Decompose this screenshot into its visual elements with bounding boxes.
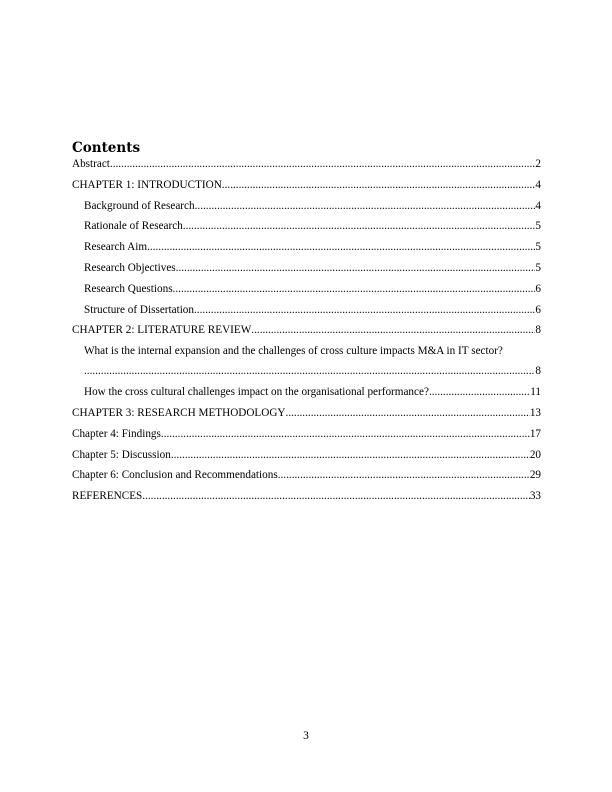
toc-leader-dots: [286, 407, 530, 420]
toc-entry-label: Chapter 5: Discussion: [72, 448, 171, 461]
toc-entry-label: Research Objectives: [84, 261, 176, 274]
toc-entry-chapter-5[interactable]: [72, 449, 541, 462]
toc-entry-page: 33: [529, 490, 541, 503]
toc-entry-chapter-6[interactable]: [72, 469, 541, 482]
toc-entry-research-questions[interactable]: [72, 283, 541, 296]
toc-entry-label: Research Questions: [84, 282, 173, 295]
toc-entry-label: CHAPTER 1: INTRODUCTION: [72, 178, 222, 191]
toc-entry-structure-of-dissertation[interactable]: [72, 304, 541, 317]
toc-entry-research-objectives[interactable]: [72, 262, 541, 275]
toc-entry-research-aim[interactable]: [72, 241, 541, 254]
toc-entry-page: 5: [535, 241, 541, 254]
toc-entry-page: 11: [530, 386, 541, 399]
toc-entry-chapter-3[interactable]: [72, 407, 541, 420]
toc-entry-internal-expansion-question[interactable]: [72, 345, 541, 358]
toc-leader-dots: [173, 283, 536, 296]
toc-entry-page: 6: [535, 282, 541, 295]
toc-entry-label: How the cross cultural challenges impact on the organisational performance?: [84, 386, 429, 399]
toc-entry-abstract[interactable]: [72, 158, 541, 171]
toc-leader-dots: [183, 220, 536, 233]
toc-leader-dots: [171, 449, 530, 462]
toc-entry-label: Chapter 4: Findings: [72, 427, 161, 440]
toc-leader-dots: [161, 428, 530, 441]
toc-entry-label: Structure of Dissertation: [84, 303, 194, 316]
toc-entry-internal-expansion-question-continued[interactable]: [72, 365, 541, 378]
toc-entry-page: 4: [535, 178, 541, 191]
toc-entry-rationale-of-research[interactable]: [72, 220, 541, 233]
toc-leader-dots: [84, 365, 535, 378]
toc-heading: Contents: [72, 140, 141, 156]
toc-entry-label: CHAPTER 3: RESEARCH METHODOLOGY: [72, 406, 286, 419]
toc-entry-chapter-4[interactable]: [72, 428, 541, 441]
toc-entry-organisational-performance-question[interactable]: [72, 386, 541, 399]
toc-entry-page: 29: [529, 469, 541, 482]
toc-entry-background-of-research[interactable]: [72, 200, 541, 213]
toc-entry-chapter-1[interactable]: [72, 179, 541, 192]
toc-entry-references[interactable]: [72, 490, 541, 503]
toc-entry-chapter-2[interactable]: [72, 324, 541, 337]
toc-leader-dots: [142, 490, 530, 503]
toc-entry-label: What is the internal expansion and the challenges of cross culture impacts M&A in IT sector?: [84, 345, 503, 358]
toc-entry-page: 5: [535, 220, 541, 233]
toc-leader-dots: [194, 304, 535, 317]
toc-leader-dots: [429, 386, 530, 399]
toc-entry-page: 2: [535, 158, 541, 170]
toc-leader-dots: [251, 324, 535, 337]
toc-entry-label: CHAPTER 2: LITERATURE REVIEW: [72, 324, 252, 337]
toc-entry-label: Rationale of Research: [84, 220, 183, 233]
toc-leader-dots: [278, 469, 530, 482]
toc-leader-dots: [176, 262, 536, 275]
toc-entry-label: Research Aim: [84, 241, 148, 254]
toc-entry-page: 8: [535, 365, 541, 378]
toc-entry-page: 17: [529, 427, 541, 440]
toc-entry-label: Abstract: [72, 158, 110, 170]
toc-entry-label: REFERENCES: [72, 490, 143, 503]
toc-leader-dots: [147, 241, 535, 254]
toc-entry-page: 5: [535, 261, 541, 274]
toc-entry-page: 6: [535, 303, 541, 316]
toc-entry-label: Chapter 6: Conclusion and Recommendations: [72, 469, 278, 482]
toc-entry-page: 8: [535, 324, 541, 337]
toc-entry-page: 20: [529, 448, 541, 461]
table-of-contents: [72, 140, 541, 511]
page-number: 3: [303, 730, 309, 742]
toc-entry-label: Background of Research: [84, 199, 195, 212]
toc-leader-dots: [195, 200, 536, 213]
toc-entry-page: 4: [535, 199, 541, 212]
toc-entry-page: 13: [529, 406, 541, 419]
toc-leader-dots: [110, 158, 536, 171]
toc-leader-dots: [222, 179, 536, 192]
